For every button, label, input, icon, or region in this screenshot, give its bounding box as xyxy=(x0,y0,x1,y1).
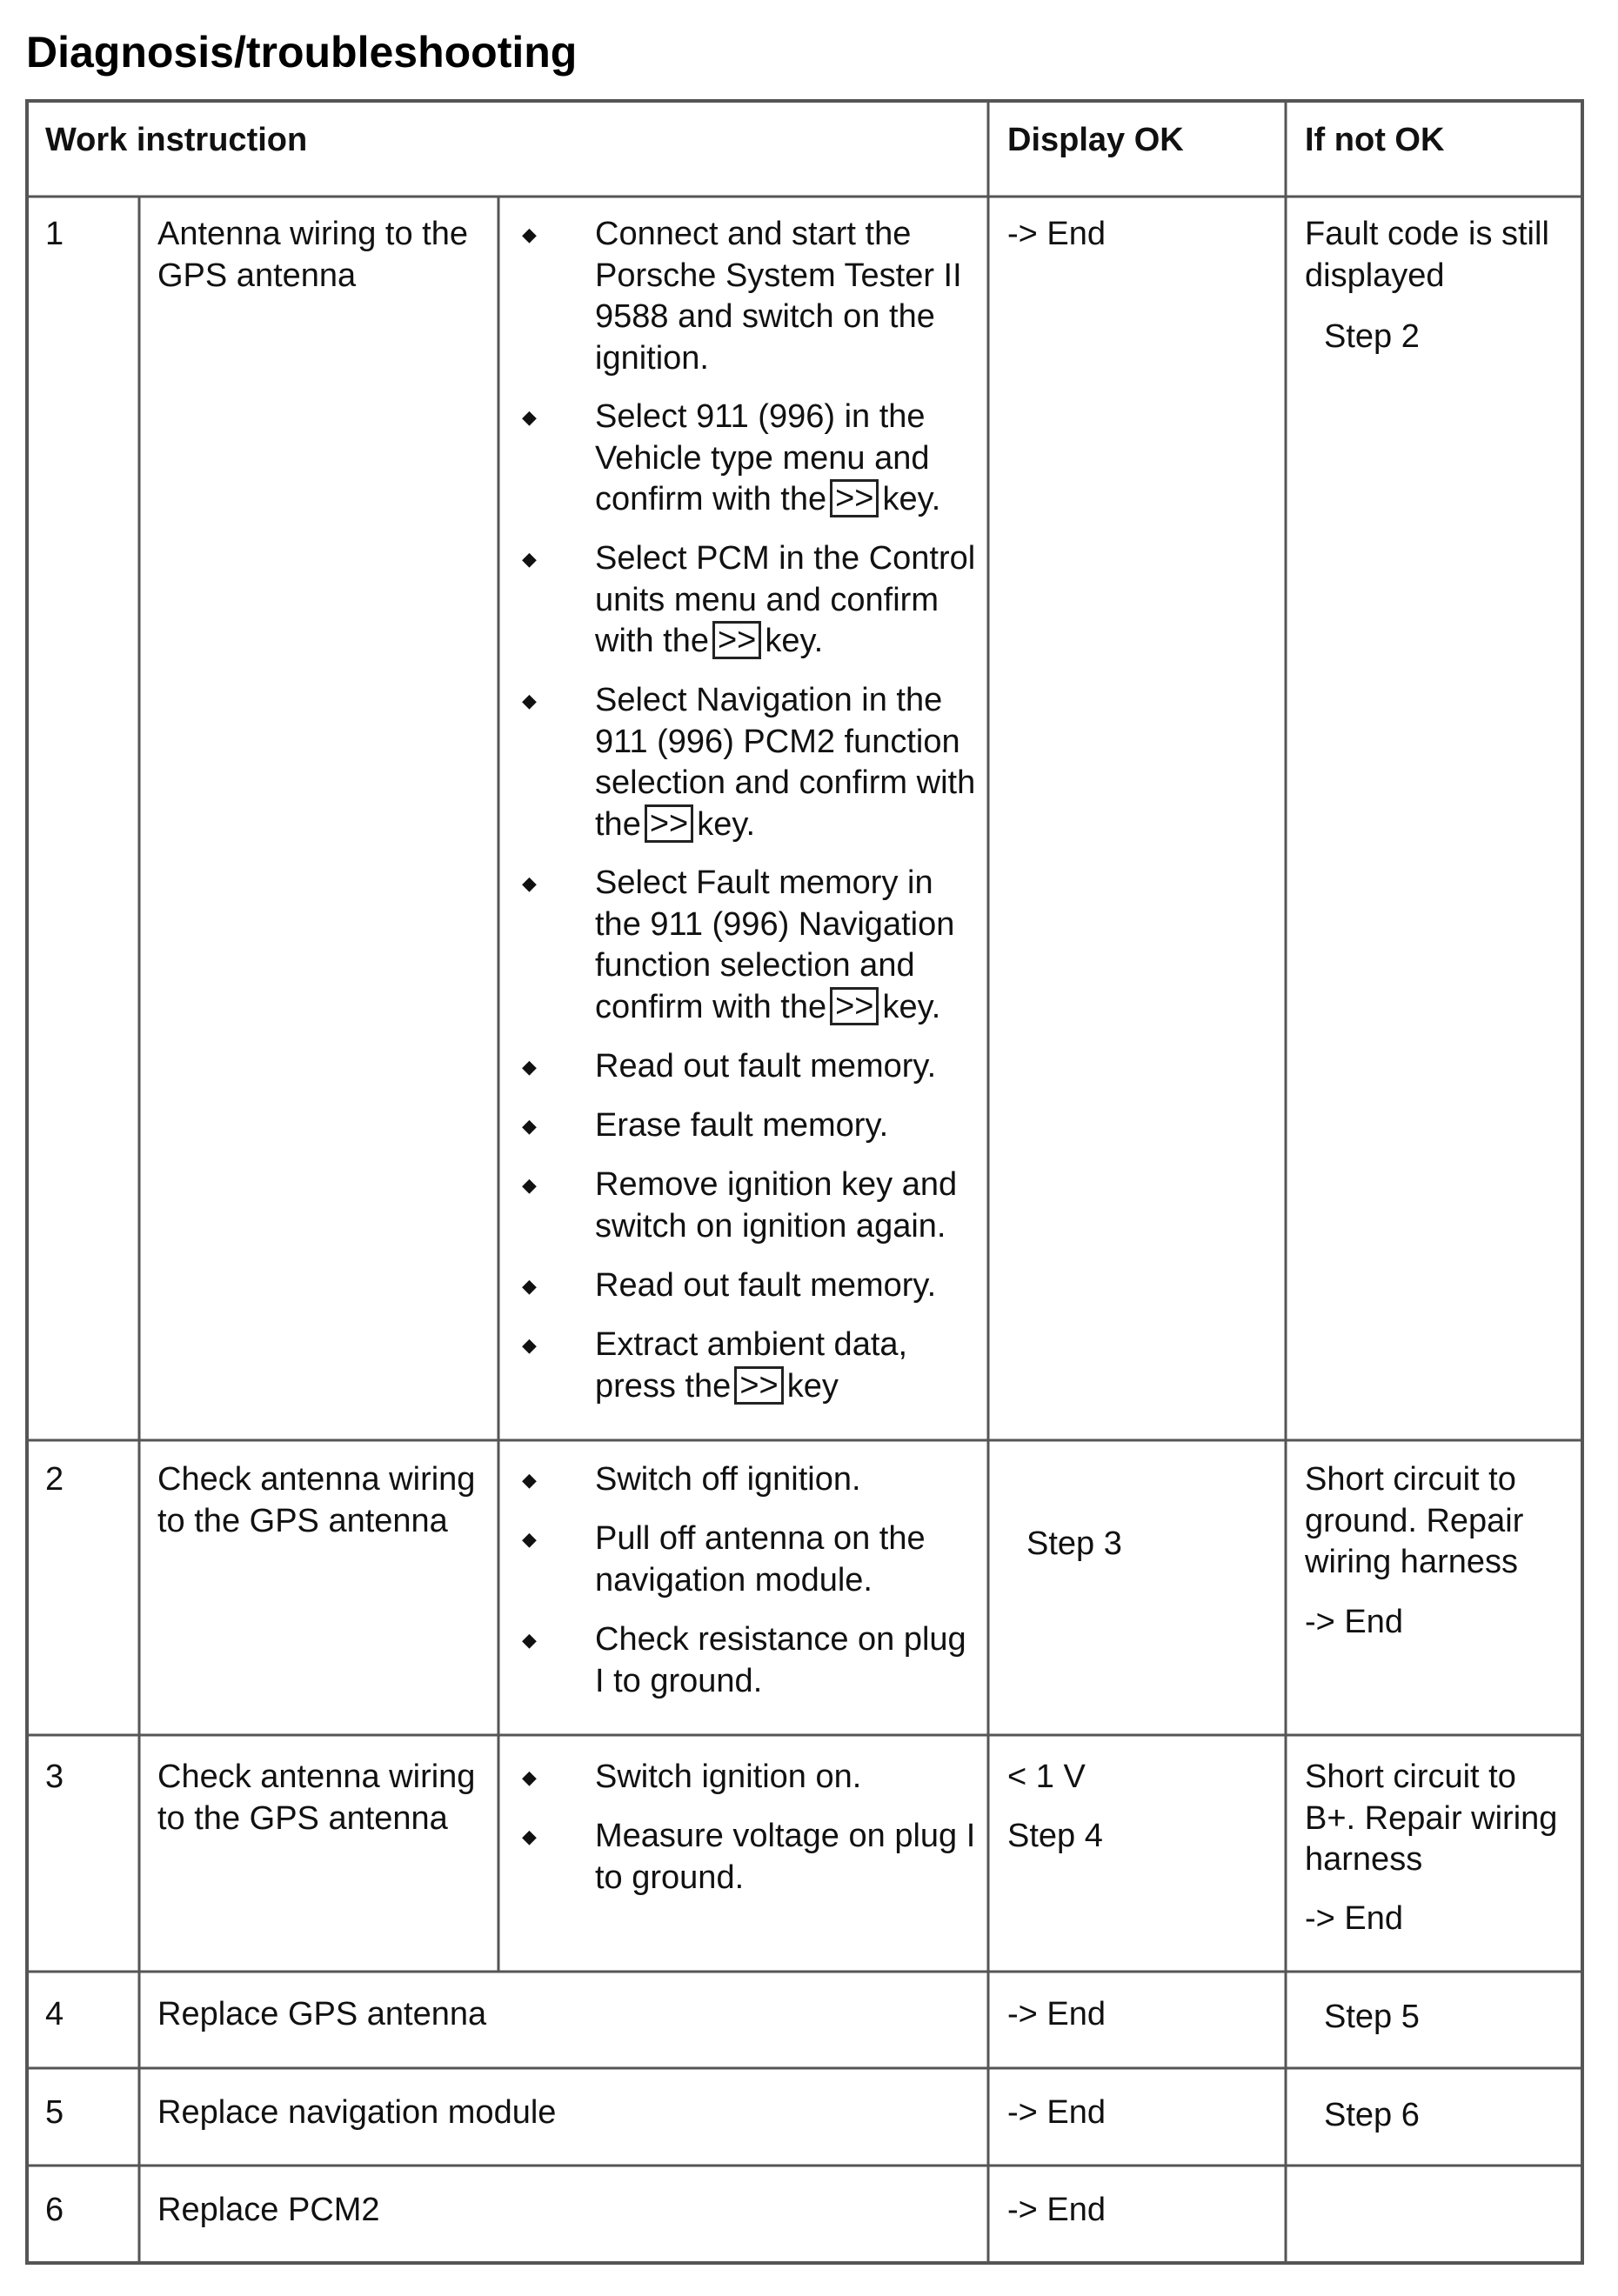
bullet-icon: ◆ xyxy=(522,1469,537,1491)
instruction-item: ◆ Switch off ignition. xyxy=(522,1459,979,1501)
bullet-icon: ◆ xyxy=(522,1528,537,1550)
bullet-icon: ◆ xyxy=(522,548,537,570)
bullet-icon: ◆ xyxy=(522,690,537,711)
bullet-icon: ◆ xyxy=(522,1629,537,1651)
bullet-icon: ◆ xyxy=(522,1115,537,1137)
row-2-display-ok: Step 3 xyxy=(1026,1525,1122,1562)
row-2-not-ok-action: -> End xyxy=(1305,1604,1404,1640)
instruction-item: ◆ Measure voltage on plug I to ground. xyxy=(522,1818,976,1896)
row-2-not-ok-text: Short circuit to ground. Repair wiring harness xyxy=(1305,1461,1524,1581)
bullet-icon: ◆ xyxy=(522,1766,537,1788)
row-1-number: 1 xyxy=(45,216,64,252)
bullet-icon: ◆ xyxy=(522,1275,537,1297)
instruction-item: ◆ Connect and start the Porsche System Tester II 9588 and switch on the ignition. xyxy=(522,216,962,377)
row-3-not-ok-text: Short circuit to B+. Repair wiring harness xyxy=(1305,1759,1558,1879)
row-1-not-ok-action: Step 2 xyxy=(1324,318,1420,355)
row-3-test: Check antenna wiring to the GPS antenna xyxy=(157,1759,476,1837)
page-title: Diagnosis/troubleshooting xyxy=(26,28,578,77)
instruction-item: ◆ Check resistance on plug I to ground. xyxy=(522,1621,966,1699)
bullet-icon: ◆ xyxy=(522,1174,537,1196)
instruction-item: ◆ Select 911 (996) in the Vehicle type menu and confirm with the >> key. xyxy=(522,398,941,518)
row-3-not-ok-action: -> End xyxy=(1305,1900,1404,1937)
instruction-item: ◆ Remove ignition key and switch on ignition again. xyxy=(522,1166,958,1245)
bullet-icon: ◆ xyxy=(522,1334,537,1356)
instruction-item: ◆ Read out fault memory. xyxy=(522,1265,979,1307)
row-6-display-ok: -> End xyxy=(1007,2192,1107,2228)
row-4-not-ok-action: Step 5 xyxy=(1324,1999,1420,2035)
row-5-display-ok: -> End xyxy=(1007,2094,1107,2131)
bullet-icon: ◆ xyxy=(522,1825,537,1847)
row-2-number: 2 xyxy=(45,1461,64,1498)
header-if-not-ok: If not OK xyxy=(1305,122,1445,158)
header-display-ok: Display OK xyxy=(1007,122,1184,158)
instruction-item: ◆ Read out fault memory. xyxy=(522,1046,979,1088)
row-2-instructions xyxy=(522,1459,979,1720)
instruction-item: ◆ Extract ambient data, press the >> key xyxy=(522,1326,908,1405)
row-6-test: Replace PCM2 xyxy=(157,2192,380,2228)
row-3-number: 3 xyxy=(45,1759,64,1795)
bullet-icon: ◆ xyxy=(522,1056,537,1078)
row-5-number: 5 xyxy=(45,2094,64,2131)
instruction-item: ◆ Select Navigation in the 911 (996) PCM2 function selection and confirm with the >> key. xyxy=(522,682,976,844)
row-4-test: Replace GPS antenna xyxy=(157,1996,487,2032)
key-symbol: >> xyxy=(645,804,693,843)
instruction-item: ◆ Switch ignition on. xyxy=(522,1757,979,1799)
row-3-instructions xyxy=(522,1757,979,1948)
instruction-item: ◆ Erase fault memory. xyxy=(522,1105,979,1147)
row-4-number: 4 xyxy=(45,1996,64,2032)
row-5-not-ok-action: Step 6 xyxy=(1324,2097,1420,2133)
key-symbol: >> xyxy=(734,1366,783,1405)
instruction-item: ◆ Pull off antenna on the navigation module. xyxy=(522,1520,926,1599)
instruction-item: ◆ Select Fault memory in the 911 (996) Navigation function selection and confirm with the >> key. xyxy=(522,864,955,1026)
row-5-test: Replace navigation module xyxy=(157,2094,557,2131)
key-symbol: >> xyxy=(830,479,879,517)
instruction-item: ◆ Select PCM in the Control units menu and confirm with the >> key. xyxy=(522,540,976,660)
row-1-not-ok-text: Fault code is still displayed xyxy=(1305,216,1549,294)
bullet-icon: ◆ xyxy=(522,224,537,245)
bullet-icon: ◆ xyxy=(522,406,537,428)
row-1-display-ok: -> End xyxy=(1007,216,1107,252)
key-symbol: >> xyxy=(712,621,761,659)
row-3-display-ok: < 1 V xyxy=(1007,1759,1086,1795)
row-3-display-ok-action: Step 4 xyxy=(1007,1818,1103,1854)
row-2-test: Check antenna wiring to the GPS antenna xyxy=(157,1461,476,1539)
row-1-instructions xyxy=(522,214,979,1432)
row-6-number: 6 xyxy=(45,2192,64,2228)
key-symbol: >> xyxy=(830,987,879,1025)
row-4-display-ok: -> End xyxy=(1007,1996,1107,2032)
row-1-test: Antenna wiring to the GPS antenna xyxy=(157,216,469,294)
bullet-icon: ◆ xyxy=(522,872,537,894)
header-work-instruction: Work instruction xyxy=(45,122,308,158)
